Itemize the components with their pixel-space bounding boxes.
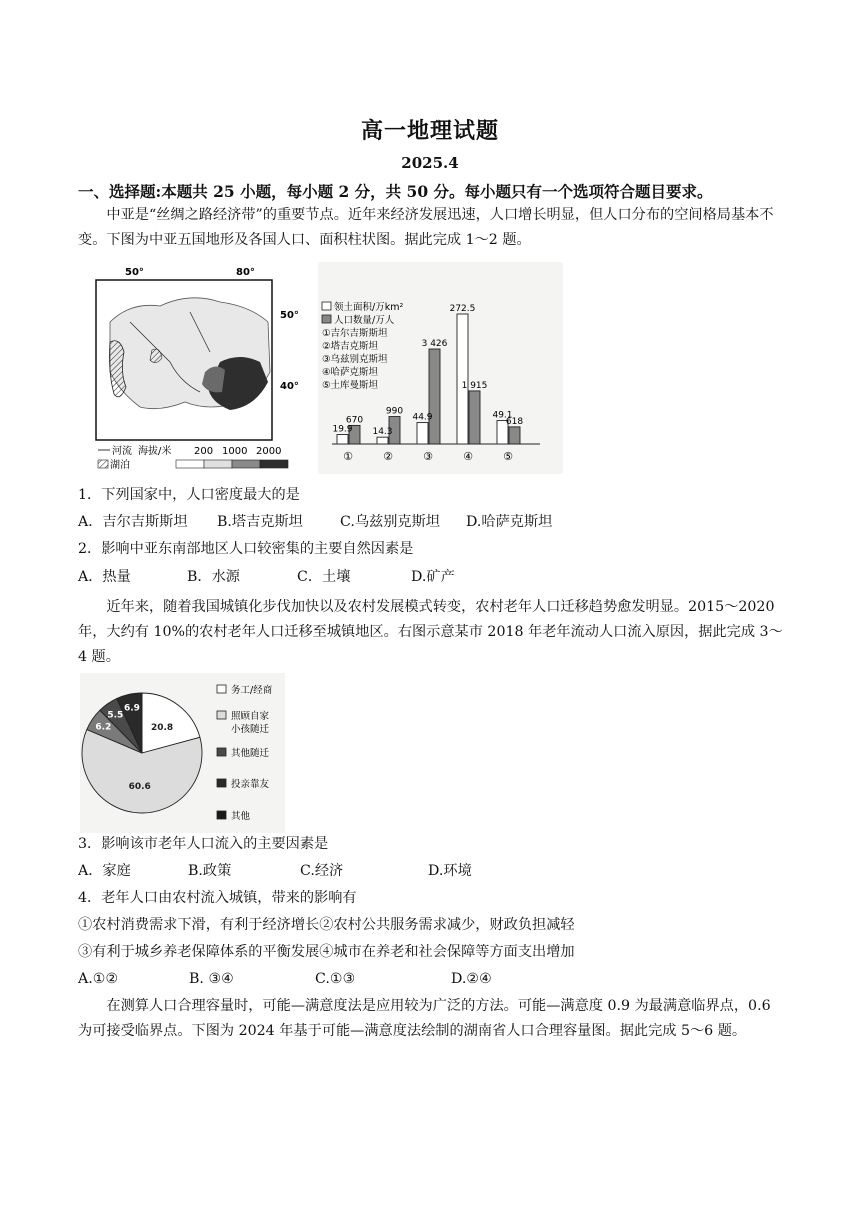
pie-legend-other: 其他	[231, 811, 251, 822]
bar-area-3	[417, 423, 428, 444]
lon-label-50: 50°	[125, 267, 144, 278]
q1-option-a[interactable]: A．吉尔吉斯斯坦	[78, 514, 188, 530]
legend-elev-200: 200	[194, 446, 214, 457]
bar-category-4: ④	[463, 450, 473, 463]
bar-area-label-4: 272.5	[449, 304, 476, 314]
bar-area-1	[337, 435, 348, 444]
bar-area-label-3: 44.9	[412, 412, 433, 423]
bar-pop-3	[429, 349, 440, 444]
pie-label-1: 20.8	[150, 722, 174, 733]
bar-pop-label-2: 990	[385, 406, 404, 417]
q4-statement-2: ③有利于城乡养老保障体系的平衡发展④城市在养老和社会保障等方面支出增加	[78, 944, 575, 960]
pie-label-3: 6.2	[95, 722, 112, 733]
pie-label-5: 6.9	[123, 703, 140, 714]
q2-option-c[interactable]: C．土壤	[297, 569, 351, 585]
bar-pop-4	[469, 391, 480, 444]
pie-legend-childcare-2: 小孩随迁	[231, 724, 270, 735]
q4-option-d[interactable]: D.②④	[451, 971, 492, 987]
q4-option-c[interactable]: C.①③	[315, 971, 356, 987]
legend-country-1: ①吉尔吉斯斯坦	[322, 328, 388, 339]
bar-pop-label-5: 618	[505, 416, 524, 427]
q2-option-d[interactable]: D.矿产	[411, 569, 455, 585]
q1-option-d[interactable]: D.哈萨克斯坦	[466, 514, 553, 530]
lat-label-40: 40°	[280, 381, 299, 392]
exam-date: 2025.4	[401, 154, 459, 172]
pie-legend-other-follow: 其他随迁	[231, 748, 270, 759]
bar-category-2: ②	[383, 450, 393, 463]
section-heading: 一、选择题:本题共 25 小题，每小题 2 分，共 50 分。每小题只有一个选项符合题目要求。	[78, 182, 713, 201]
pie-legend-childcare-1: 照顾自家	[231, 711, 270, 722]
legend-country-4: ④哈萨克斯坦	[322, 367, 379, 378]
passage-3: 在测算人口合理容量时，可能—满意度法是应用较为广泛的方法。可能—满意度 0.9 为最满意临界点，0.6 为可接受临界点。下图为 2024 年基于可能—满意度法绘制的湖南省人口合理容量图。据此完成 5～6 题。	[78, 998, 771, 1039]
legend-country-5: ⑤土库曼斯坦	[322, 380, 379, 391]
legend-country-3: ③乌兹别克斯坦	[322, 354, 388, 365]
q1-option-c[interactable]: C.乌兹别克斯坦	[340, 514, 440, 530]
legend-elev-1000: 1000	[222, 446, 248, 457]
pie-label-2: 60.6	[128, 781, 151, 792]
legend-elev-2000: 2000	[256, 446, 282, 457]
q2-stem: 2．影响中亚东南部地区人口较密集的主要自然因素是	[78, 541, 414, 557]
bar-chart	[318, 262, 563, 474]
legend-pop: 人口数量/万人	[334, 315, 395, 326]
q4-option-b[interactable]: B. ③④	[189, 971, 234, 987]
pie-legend-relatives: 投亲靠友	[231, 779, 270, 790]
legend-area: 领土面积/万km²	[334, 302, 404, 313]
pie-legend-work: 务工/经商	[231, 685, 273, 696]
q3-option-a[interactable]: A．家庭	[78, 863, 131, 879]
legend-river: 河流	[112, 446, 132, 457]
bar-pop-label-3: 3 426	[421, 339, 448, 349]
q2-option-b[interactable]: B．水源	[187, 569, 240, 585]
q4-stem: 4．老年人口由农村流入城镇，带来的影响有	[78, 890, 357, 906]
pie-label-4: 5.5	[107, 710, 124, 721]
q3-stem: 3．影响该市老年人口流入的主要因素是	[78, 836, 329, 852]
bar-pop-5	[509, 427, 520, 444]
legend-lake: 湖泊	[110, 460, 130, 471]
q4-statement-1: ①农村消费需求下滑，有利于经济增长②农村公共服务需求减少，财政负担减轻	[78, 917, 575, 933]
pie-chart	[80, 673, 285, 833]
bar-area-2	[377, 437, 388, 444]
passage-1: 中亚是“丝绸之路经济带”的重要节点。近年来经济发展迅速，人口增长明显，但人口分布的空间格局基本不变。下图为中亚五国地形及各国人口、面积柱状图。据此完成 1～2 题。	[78, 207, 774, 248]
bar-pop-label-1: 670	[345, 415, 364, 426]
bar-area-label-2: 14.3	[372, 427, 393, 438]
q2-option-a[interactable]: A．热量	[78, 569, 131, 585]
q3-option-c[interactable]: C.经济	[300, 863, 344, 879]
bar-pop-label-4: 1 915	[461, 380, 488, 391]
bar-category-3: ③	[423, 450, 433, 463]
lat-label-50: 50°	[280, 310, 299, 321]
q4-option-a[interactable]: A.①②	[78, 971, 119, 987]
legend-elev-title: 海拔/米	[138, 446, 172, 457]
legend-country-2: ②塔吉克斯坦	[322, 341, 379, 352]
bar-area-label-5: 49.1	[492, 410, 513, 421]
q3-option-d[interactable]: D.环境	[428, 863, 472, 879]
q1-option-b[interactable]: B.塔吉克斯坦	[217, 514, 303, 530]
bar-area-label-1: 19.9	[332, 424, 353, 435]
bar-category-5: ⑤	[503, 450, 513, 463]
q1-stem: 1．下列国家中，人口密度最大的是	[78, 487, 300, 503]
page-title: 高一地理试题	[360, 118, 499, 144]
central-asia-map	[90, 262, 315, 474]
bar-category-1: ①	[343, 450, 353, 463]
passage-2: 近年来，随着我国城镇化步伐加快以及农村发展模式转变，农村老年人口迁移趋势愈发明显。2015～2020 年，大约有 10%的农村老年人口迁移至城镇地区。右图示意某市 2018 年老年流动人口流入原因，据此完成 3～4 题。	[78, 599, 783, 665]
bar-area-4	[457, 314, 468, 444]
q3-option-b[interactable]: B.政策	[188, 863, 232, 879]
lon-label-80: 80°	[236, 267, 255, 278]
